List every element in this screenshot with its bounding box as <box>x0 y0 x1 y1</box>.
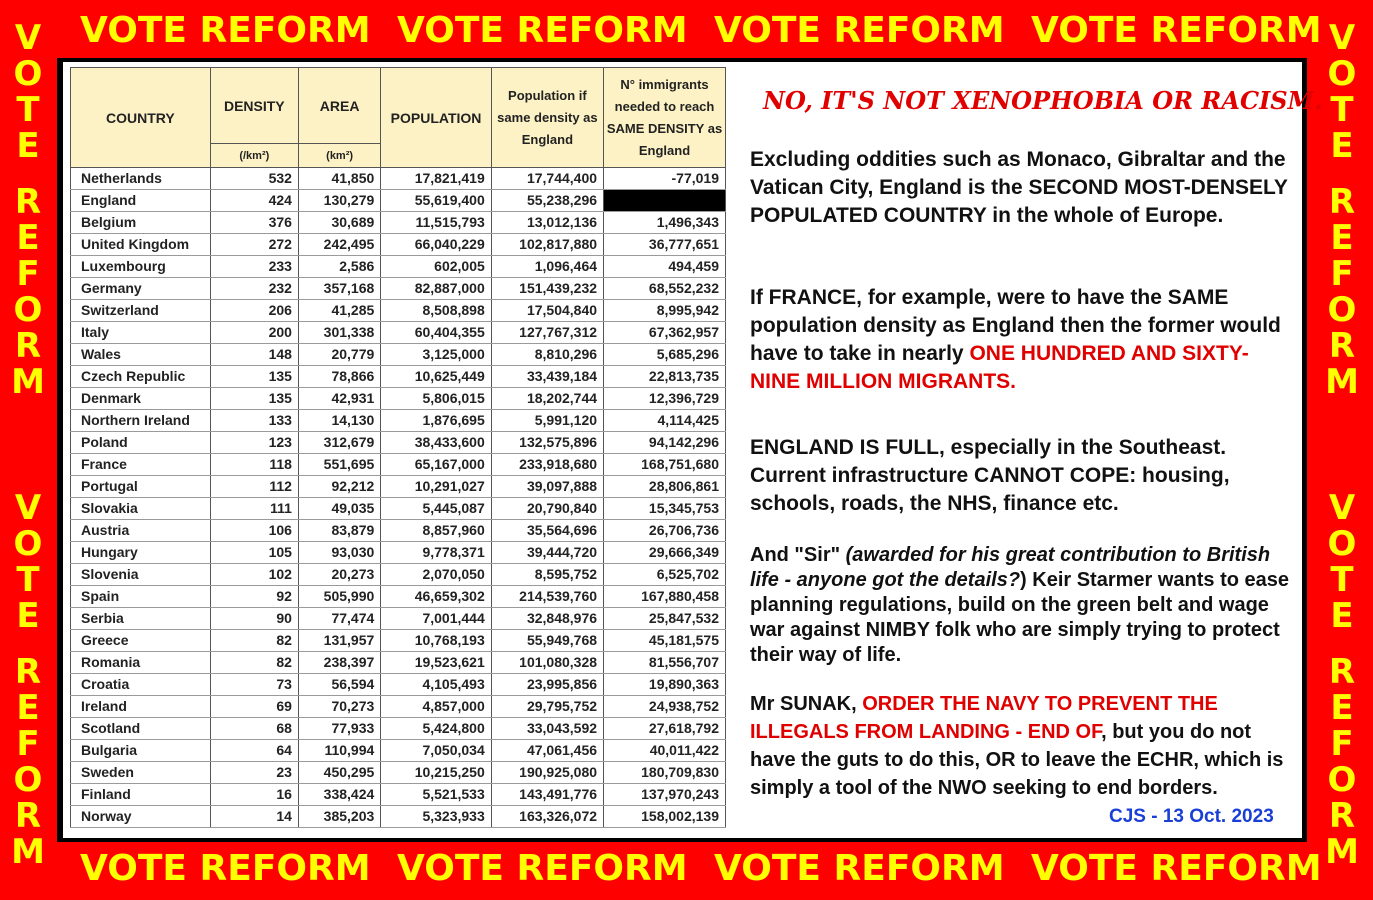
paragraph-4-text-b: ) Keir Starmer wants to ease planning regulations, build on the green belt and wage war against NIMBY folk who are simply trying to protect their way of life. <box>750 569 1290 666</box>
top-banner-1: VOTE REFORM <box>80 10 371 51</box>
cell-needed: -77,019 <box>604 168 726 190</box>
paragraph-5-text-b: , but you do not have the guts to do this, OR to leave the ECHR, which is simply a tool of the NWO seeking to end borders. <box>750 721 1284 799</box>
cell-country: Spain <box>71 586 211 608</box>
letter: O <box>13 54 43 94</box>
paragraph-1: Excluding oddities such as Monaco, Gibraltar and the Vatican City, England is the SECOND MOST-DENSELY POPULATED COUNTRY in the whole of Europe. <box>750 148 1288 227</box>
cell-area: 110,994 <box>298 740 380 762</box>
cell-population: 5,806,015 <box>381 388 491 410</box>
cell-needed: 26,706,736 <box>604 520 726 542</box>
letter: F <box>1330 254 1354 294</box>
letter: E <box>16 126 40 166</box>
cell-area: 357,168 <box>298 278 380 300</box>
cell-density: 123 <box>210 432 298 454</box>
letter: E <box>16 218 40 258</box>
cell-needed: 8,995,942 <box>604 300 726 322</box>
cell-needed: 22,813,735 <box>604 366 726 388</box>
cell-pop-if: 33,043,592 <box>491 718 603 740</box>
letter: F <box>1330 724 1354 764</box>
cell-density: 112 <box>210 476 298 498</box>
cell-density: 92 <box>210 586 298 608</box>
paragraph-4 <box>750 543 1295 668</box>
header-population: POPULATION <box>381 68 491 168</box>
cell-population: 66,040,229 <box>381 234 491 256</box>
table-row <box>71 410 726 432</box>
table-row <box>71 190 726 212</box>
letter: O <box>1327 524 1357 564</box>
cell-needed: 36,777,651 <box>604 234 726 256</box>
table-row <box>71 212 726 234</box>
letter: R <box>14 796 42 836</box>
cell-population: 17,821,419 <box>381 168 491 190</box>
cell-density: 133 <box>210 410 298 432</box>
cell-pop-if: 233,918,680 <box>491 454 603 476</box>
letter: R <box>1328 326 1356 366</box>
letter: M <box>11 832 45 872</box>
cell-needed: 24,938,752 <box>604 696 726 718</box>
cell-population: 1,876,695 <box>381 410 491 432</box>
cell-density: 272 <box>210 234 298 256</box>
letter: F <box>16 254 40 294</box>
cell-pop-if: 143,491,776 <box>491 784 603 806</box>
cell-population: 60,404,355 <box>381 322 491 344</box>
letter: R <box>14 652 42 692</box>
paragraph-5-highlight: ORDER THE NAVY TO PREVENT THE ILLEGALS FROM LANDING - END OF <box>750 693 1218 743</box>
cell-density: 68 <box>210 718 298 740</box>
cell-needed: 67,362,957 <box>604 322 726 344</box>
cell-population: 46,659,302 <box>381 586 491 608</box>
table-row <box>71 674 726 696</box>
cell-needed: 5,685,296 <box>604 344 726 366</box>
cell-area: 130,279 <box>298 190 380 212</box>
top-banner-3: VOTE REFORM <box>714 10 1005 51</box>
cell-pop-if: 163,326,072 <box>491 806 603 828</box>
cell-country: France <box>71 454 211 476</box>
cell-pop-if: 13,012,136 <box>491 212 603 234</box>
paragraph-5-text-a: Mr SUNAK, <box>750 693 863 715</box>
cell-population: 8,508,898 <box>381 300 491 322</box>
cell-area: 42,931 <box>298 388 380 410</box>
cell-density: 90 <box>210 608 298 630</box>
cell-density: 376 <box>210 212 298 234</box>
cell-population: 10,768,193 <box>381 630 491 652</box>
cell-country: Wales <box>71 344 211 366</box>
cell-population: 38,433,600 <box>381 432 491 454</box>
cell-density: 233 <box>210 256 298 278</box>
letter: O <box>1327 290 1357 330</box>
cell-density: 118 <box>210 454 298 476</box>
signature: CJS - 13 Oct. 2023 <box>1109 806 1274 827</box>
cell-country: Austria <box>71 520 211 542</box>
cell-density: 111 <box>210 498 298 520</box>
cell-population: 19,523,621 <box>381 652 491 674</box>
header-area-unit: (km²) <box>298 144 380 168</box>
cell-pop-if: 55,949,768 <box>491 630 603 652</box>
table-row <box>71 300 726 322</box>
cell-needed <box>604 190 726 212</box>
cell-area: 131,957 <box>298 630 380 652</box>
cell-pop-if: 20,790,840 <box>491 498 603 520</box>
letter: V <box>14 18 42 58</box>
table-row <box>71 586 726 608</box>
letter: E <box>1330 126 1354 166</box>
cell-pop-if: 127,767,312 <box>491 322 603 344</box>
cell-pop-if: 190,925,080 <box>491 762 603 784</box>
cell-area: 20,779 <box>298 344 380 366</box>
cell-country: Hungary <box>71 542 211 564</box>
cell-area: 30,689 <box>298 212 380 234</box>
cell-population: 602,005 <box>381 256 491 278</box>
table-row <box>71 454 726 476</box>
cell-area: 70,273 <box>298 696 380 718</box>
table-row <box>71 278 726 300</box>
cell-pop-if: 17,504,840 <box>491 300 603 322</box>
letter <box>8 634 48 654</box>
cell-density: 200 <box>210 322 298 344</box>
cell-density: 73 <box>210 674 298 696</box>
cell-country: Norway <box>71 806 211 828</box>
letter: T <box>1330 560 1354 600</box>
letter: M <box>1325 362 1359 402</box>
cell-area: 242,495 <box>298 234 380 256</box>
cell-pop-if: 214,539,760 <box>491 586 603 608</box>
letter: M <box>1325 832 1359 872</box>
cell-needed: 94,142,296 <box>604 432 726 454</box>
cell-density: 206 <box>210 300 298 322</box>
cell-area: 385,203 <box>298 806 380 828</box>
cell-population: 9,778,371 <box>381 542 491 564</box>
cell-country: Croatia <box>71 674 211 696</box>
cell-needed: 29,666,349 <box>604 542 726 564</box>
letter <box>1322 634 1362 654</box>
cell-pop-if: 39,097,888 <box>491 476 603 498</box>
table-row <box>71 696 726 718</box>
paragraph-3: ENGLAND IS FULL, especially in the Southeast. Current infrastructure CANNOT COPE: housing, schools, roads, the NHS, finance etc. <box>750 436 1230 515</box>
bottom-banner-1: VOTE REFORM <box>80 848 371 889</box>
cell-needed: 168,751,680 <box>604 454 726 476</box>
cell-country: Luxembourg <box>71 256 211 278</box>
cell-area: 77,474 <box>298 608 380 630</box>
letter: E <box>16 596 40 636</box>
letter <box>8 164 48 184</box>
header-country: COUNTRY <box>71 68 211 168</box>
table-row <box>71 652 726 674</box>
cell-country: United Kingdom <box>71 234 211 256</box>
cell-pop-if: 32,848,976 <box>491 608 603 630</box>
cell-density: 64 <box>210 740 298 762</box>
headline: NO, IT'S NOT XENOPHOBIA OR RACISM. <box>763 86 1323 115</box>
cell-needed: 167,880,458 <box>604 586 726 608</box>
cell-needed: 180,709,830 <box>604 762 726 784</box>
cell-area: 41,850 <box>298 168 380 190</box>
bottom-banner-2: VOTE REFORM <box>397 848 688 889</box>
letter: E <box>1330 596 1354 636</box>
cell-area: 41,285 <box>298 300 380 322</box>
table-row <box>71 344 726 366</box>
letter: V <box>1328 18 1356 58</box>
cell-needed: 25,847,532 <box>604 608 726 630</box>
cell-country: Sweden <box>71 762 211 784</box>
table-row <box>71 520 726 542</box>
cell-area: 450,295 <box>298 762 380 784</box>
cell-population: 2,070,050 <box>381 564 491 586</box>
cell-needed: 12,396,729 <box>604 388 726 410</box>
table-row <box>71 762 726 784</box>
top-banner-4: VOTE REFORM <box>1031 10 1322 51</box>
table-row <box>71 388 726 410</box>
paragraph-2 <box>750 284 1295 396</box>
cell-density: 102 <box>210 564 298 586</box>
cell-pop-if: 18,202,744 <box>491 388 603 410</box>
table-row <box>71 806 726 828</box>
letter: E <box>1330 688 1354 728</box>
cell-area: 551,695 <box>298 454 380 476</box>
cell-country: Belgium <box>71 212 211 234</box>
cell-needed: 6,525,702 <box>604 564 726 586</box>
letter: O <box>13 524 43 564</box>
cell-population: 4,105,493 <box>381 674 491 696</box>
cell-needed: 45,181,575 <box>604 630 726 652</box>
cell-population: 11,515,793 <box>381 212 491 234</box>
cell-pop-if: 55,238,296 <box>491 190 603 212</box>
table-row <box>71 476 726 498</box>
cell-density: 135 <box>210 366 298 388</box>
letter: R <box>1328 796 1356 836</box>
table-row <box>71 784 726 806</box>
cell-density: 14 <box>210 806 298 828</box>
cell-pop-if: 8,595,752 <box>491 564 603 586</box>
cell-density: 148 <box>210 344 298 366</box>
left-vertical-banner-upper <box>8 20 48 400</box>
letter: T <box>1330 90 1354 130</box>
letter: F <box>16 724 40 764</box>
cell-country: Netherlands <box>71 168 211 190</box>
cell-needed: 137,970,243 <box>604 784 726 806</box>
cell-population: 5,521,533 <box>381 784 491 806</box>
cell-country: Slovakia <box>71 498 211 520</box>
cell-country: Italy <box>71 322 211 344</box>
table-row <box>71 740 726 762</box>
cell-pop-if: 35,564,696 <box>491 520 603 542</box>
table-row <box>71 432 726 454</box>
cell-density: 135 <box>210 388 298 410</box>
cell-population: 7,050,034 <box>381 740 491 762</box>
cell-needed: 40,011,422 <box>604 740 726 762</box>
cell-country: Poland <box>71 432 211 454</box>
cell-area: 312,679 <box>298 432 380 454</box>
cell-country: Bulgaria <box>71 740 211 762</box>
cell-country: Northern Ireland <box>71 410 211 432</box>
table-row <box>71 542 726 564</box>
cell-country: Ireland <box>71 696 211 718</box>
cell-density: 82 <box>210 652 298 674</box>
table-row <box>71 366 726 388</box>
cell-needed: 4,114,425 <box>604 410 726 432</box>
cell-pop-if: 8,810,296 <box>491 344 603 366</box>
paragraph-5 <box>750 690 1295 802</box>
letter: E <box>1330 218 1354 258</box>
bottom-banner-4: VOTE REFORM <box>1031 848 1322 889</box>
cell-area: 238,397 <box>298 652 380 674</box>
cell-pop-if: 23,995,856 <box>491 674 603 696</box>
cell-population: 8,857,960 <box>381 520 491 542</box>
cell-country: Denmark <box>71 388 211 410</box>
cell-pop-if: 39,444,720 <box>491 542 603 564</box>
cell-area: 78,866 <box>298 366 380 388</box>
cell-country: Serbia <box>71 608 211 630</box>
letter: M <box>11 362 45 402</box>
header-area: AREA <box>298 68 380 144</box>
cell-country: Switzerland <box>71 300 211 322</box>
header-immigrants-needed: N° immigrants needed to reach SAME DENSITY as England <box>604 68 726 168</box>
cell-country: Finland <box>71 784 211 806</box>
cell-density: 82 <box>210 630 298 652</box>
cell-needed: 494,459 <box>604 256 726 278</box>
table-row <box>71 234 726 256</box>
letter: R <box>14 182 42 222</box>
table-row <box>71 498 726 520</box>
cell-population: 55,619,400 <box>381 190 491 212</box>
cell-population: 7,001,444 <box>381 608 491 630</box>
paragraph-2-text: If FRANCE, for example, were to have the SAME population density as England then the former would have to take in nearly <box>750 286 1281 365</box>
cell-population: 3,125,000 <box>381 344 491 366</box>
letter: R <box>1328 182 1356 222</box>
cell-area: 83,879 <box>298 520 380 542</box>
cell-needed: 1,496,343 <box>604 212 726 234</box>
cell-density: 23 <box>210 762 298 784</box>
cell-area: 93,030 <box>298 542 380 564</box>
cell-needed: 81,556,707 <box>604 652 726 674</box>
paragraph-4-text-a: And "Sir" <box>750 544 846 566</box>
cell-needed: 158,002,139 <box>604 806 726 828</box>
letter: O <box>1327 760 1357 800</box>
cell-population: 4,857,000 <box>381 696 491 718</box>
cell-density: 532 <box>210 168 298 190</box>
cell-pop-if: 33,439,184 <box>491 366 603 388</box>
cell-pop-if: 17,744,400 <box>491 168 603 190</box>
letter: E <box>16 688 40 728</box>
cell-pop-if: 29,795,752 <box>491 696 603 718</box>
header-density: DENSITY <box>210 68 298 144</box>
table-row <box>71 630 726 652</box>
cell-area: 56,594 <box>298 674 380 696</box>
cell-density: 69 <box>210 696 298 718</box>
cell-population: 65,167,000 <box>381 454 491 476</box>
table-row <box>71 608 726 630</box>
cell-country: Scotland <box>71 718 211 740</box>
letter: T <box>16 560 40 600</box>
header-pop-if-same-density: Population if same density as England <box>491 68 603 168</box>
cell-country: England <box>71 190 211 212</box>
cell-population: 10,215,250 <box>381 762 491 784</box>
cell-density: 232 <box>210 278 298 300</box>
cell-population: 10,291,027 <box>381 476 491 498</box>
cell-pop-if: 1,096,464 <box>491 256 603 278</box>
cell-pop-if: 132,575,896 <box>491 432 603 454</box>
header-density-unit: (/km²) <box>210 144 298 168</box>
cell-pop-if: 151,439,232 <box>491 278 603 300</box>
cell-pop-if: 101,080,328 <box>491 652 603 674</box>
cell-density: 105 <box>210 542 298 564</box>
cell-area: 49,035 <box>298 498 380 520</box>
cell-area: 92,212 <box>298 476 380 498</box>
table-row <box>71 322 726 344</box>
right-vertical-banner-lower <box>1322 490 1362 870</box>
cell-population: 5,445,087 <box>381 498 491 520</box>
letter: O <box>13 760 43 800</box>
cell-country: Romania <box>71 652 211 674</box>
letter: O <box>13 290 43 330</box>
paragraph-4-italic: (awarded for his great contribution to British life - anyone got the details? <box>750 544 1271 591</box>
cell-needed: 27,618,792 <box>604 718 726 740</box>
letter: R <box>14 326 42 366</box>
cell-area: 20,273 <box>298 564 380 586</box>
letter: O <box>1327 54 1357 94</box>
cell-population: 5,424,800 <box>381 718 491 740</box>
cell-pop-if: 47,061,456 <box>491 740 603 762</box>
cell-density: 16 <box>210 784 298 806</box>
letter: R <box>1328 652 1356 692</box>
cell-population: 10,625,449 <box>381 366 491 388</box>
cell-needed: 68,552,232 <box>604 278 726 300</box>
cell-pop-if: 5,991,120 <box>491 410 603 432</box>
cell-needed: 28,806,861 <box>604 476 726 498</box>
cell-country: Portugal <box>71 476 211 498</box>
cell-area: 505,990 <box>298 586 380 608</box>
table-row <box>71 168 726 190</box>
cell-pop-if: 102,817,880 <box>491 234 603 256</box>
right-vertical-banner-upper <box>1322 20 1362 400</box>
letter: V <box>1328 488 1356 528</box>
cell-density: 424 <box>210 190 298 212</box>
cell-density: 106 <box>210 520 298 542</box>
letter: T <box>16 90 40 130</box>
cell-population: 82,887,000 <box>381 278 491 300</box>
table-row <box>71 256 726 278</box>
cell-needed: 19,890,363 <box>604 674 726 696</box>
table-row <box>71 718 726 740</box>
paragraph-2-highlight: ONE HUNDRED AND SIXTY-NINE MILLION MIGRANTS. <box>750 342 1249 393</box>
density-table <box>70 67 726 828</box>
bottom-banner-3: VOTE REFORM <box>714 848 1005 889</box>
cell-country: Czech Republic <box>71 366 211 388</box>
top-banner-2: VOTE REFORM <box>397 10 688 51</box>
cell-area: 301,338 <box>298 322 380 344</box>
cell-population: 5,323,933 <box>381 806 491 828</box>
table-row <box>71 564 726 586</box>
left-vertical-banner-lower <box>8 490 48 870</box>
cell-country: Greece <box>71 630 211 652</box>
letter <box>1322 164 1362 184</box>
cell-country: Slovenia <box>71 564 211 586</box>
cell-country: Germany <box>71 278 211 300</box>
cell-area: 77,933 <box>298 718 380 740</box>
cell-area: 2,586 <box>298 256 380 278</box>
letter: V <box>14 488 42 528</box>
cell-needed: 15,345,753 <box>604 498 726 520</box>
cell-area: 338,424 <box>298 784 380 806</box>
cell-area: 14,130 <box>298 410 380 432</box>
